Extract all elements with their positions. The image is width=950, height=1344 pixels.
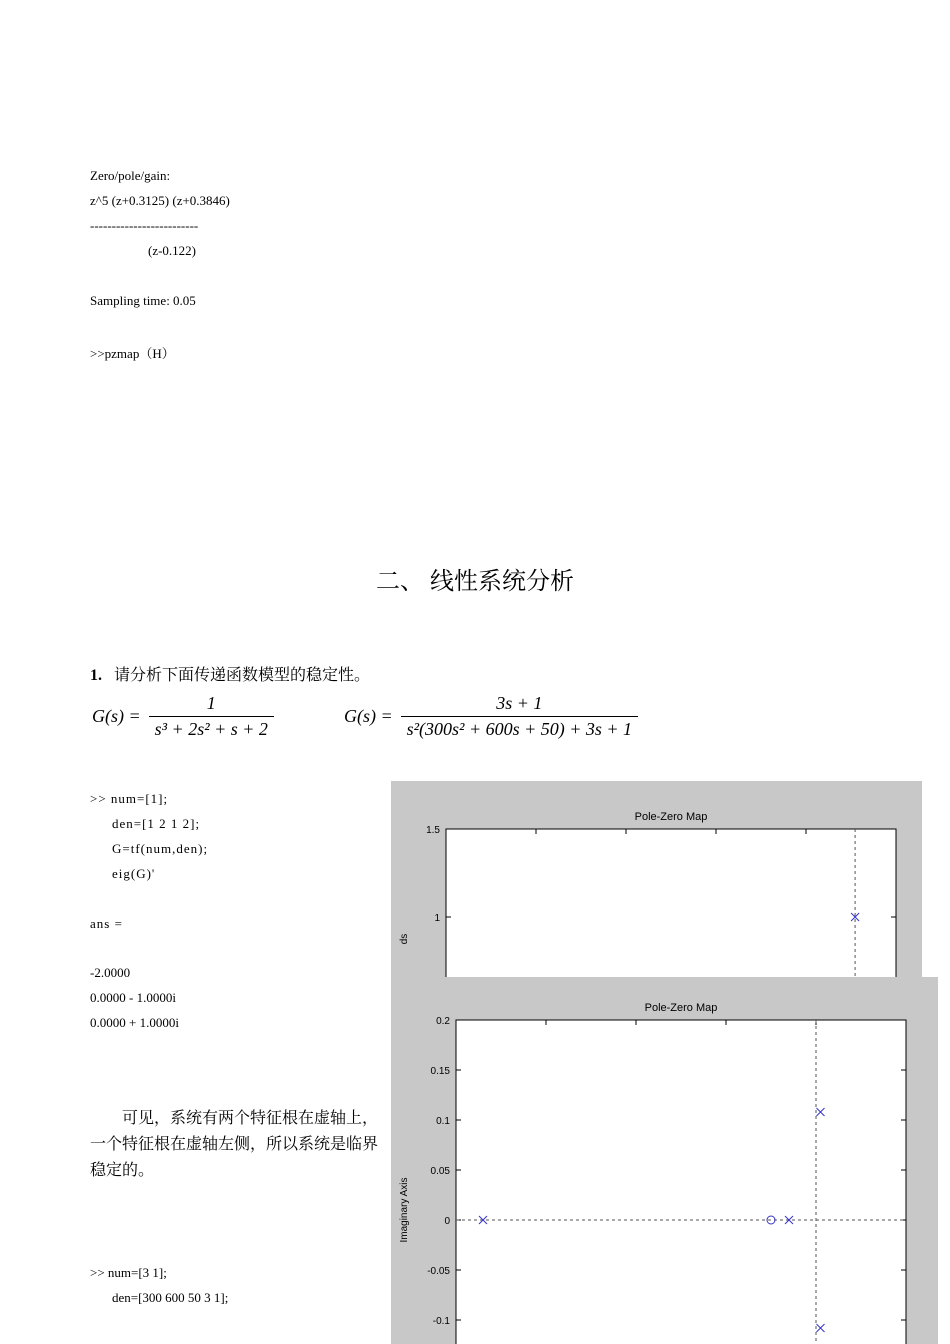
y-tick-label: -0.05 — [427, 1266, 450, 1277]
formula-1-numerator: 1 — [206, 693, 216, 713]
code1-line-2: den=[1 2 1 2]; — [112, 816, 201, 831]
y-tick-label: 0.2 — [436, 1016, 450, 1027]
conclusion-paragraph: 可见，系统有两个特征根在虚轴上，一个特征根在虚轴左侧，所以系统是临界稳定的。 — [90, 1110, 379, 1179]
y-axis-label: ds — [399, 933, 410, 945]
pole-zero-plot-1 — [391, 781, 922, 981]
formula-2-fraction — [401, 693, 638, 740]
formula-2-numerator: 3s + 1 — [496, 693, 543, 713]
y-tick-label: 1 — [434, 913, 440, 924]
code2-line-2: den=[300 600 50 3 1]; — [112, 1290, 229, 1305]
section-title: 二、 线性系统分析 — [376, 569, 574, 595]
chart-title: Pole-Zero Map — [644, 1002, 718, 1014]
formula-1-lhs: G(s) = — [92, 706, 141, 726]
y-tick-label: 0 — [444, 1216, 450, 1227]
pole-zero-plot-2 — [391, 977, 938, 1344]
code1-line-3: G=tf(num,den); — [112, 841, 209, 856]
y-tick-label: 0.15 — [430, 1066, 450, 1077]
ans-label: ans = — [90, 916, 123, 931]
pole-zero-figure-2 — [391, 977, 938, 1344]
question-number: 1. — [90, 667, 102, 684]
sampling-time: Sampling time: 0.05 — [90, 293, 196, 308]
formula-1 — [92, 693, 274, 740]
y-tick-label: 1.5 — [426, 825, 440, 836]
y-tick-label: 0.05 — [430, 1166, 450, 1177]
y-tick-label: -0.1 — [432, 1316, 450, 1327]
zpk-divider: ------------------------- — [90, 218, 199, 233]
answer-2: 0.0000 - 1.0000i — [90, 990, 176, 1005]
pole-zero-figure-1 — [391, 781, 922, 981]
y-axis-label: Imaginary Axis — [399, 1177, 410, 1243]
formula-1-denominator: s³ + 2s² + s + 2 — [149, 716, 274, 740]
chart-title: Pole-Zero Map — [634, 811, 708, 823]
code1-line-1: >> num=[1]; — [90, 791, 169, 806]
formula-2-lhs: G(s) = — [344, 706, 393, 726]
zpk-denominator: (z-0.122) — [148, 243, 197, 258]
question — [90, 662, 370, 685]
y-tick-label: 0.1 — [436, 1116, 450, 1127]
question-text: 请分析下面传递函数模型的稳定性。 — [114, 667, 371, 684]
formula-2 — [344, 693, 638, 740]
zpk-label: Zero/pole/gain: — [90, 168, 171, 183]
formula-2-denominator: s²(300s² + 600s + 50) + 3s + 1 — [401, 716, 638, 740]
formula-1-fraction — [149, 693, 274, 740]
code2-line-1: >> num=[3 1]; — [90, 1265, 167, 1280]
answer-1: -2.0000 — [90, 965, 131, 980]
plot-area — [456, 1020, 906, 1344]
zpk-numerator: z^5 (z+0.3125) (z+0.3846) — [90, 193, 230, 208]
code1-line-4: eig(G)' — [112, 866, 156, 881]
pzmap-command: >>pzmap（H） — [90, 346, 175, 361]
answer-3: 0.0000 + 1.0000i — [90, 1015, 179, 1030]
